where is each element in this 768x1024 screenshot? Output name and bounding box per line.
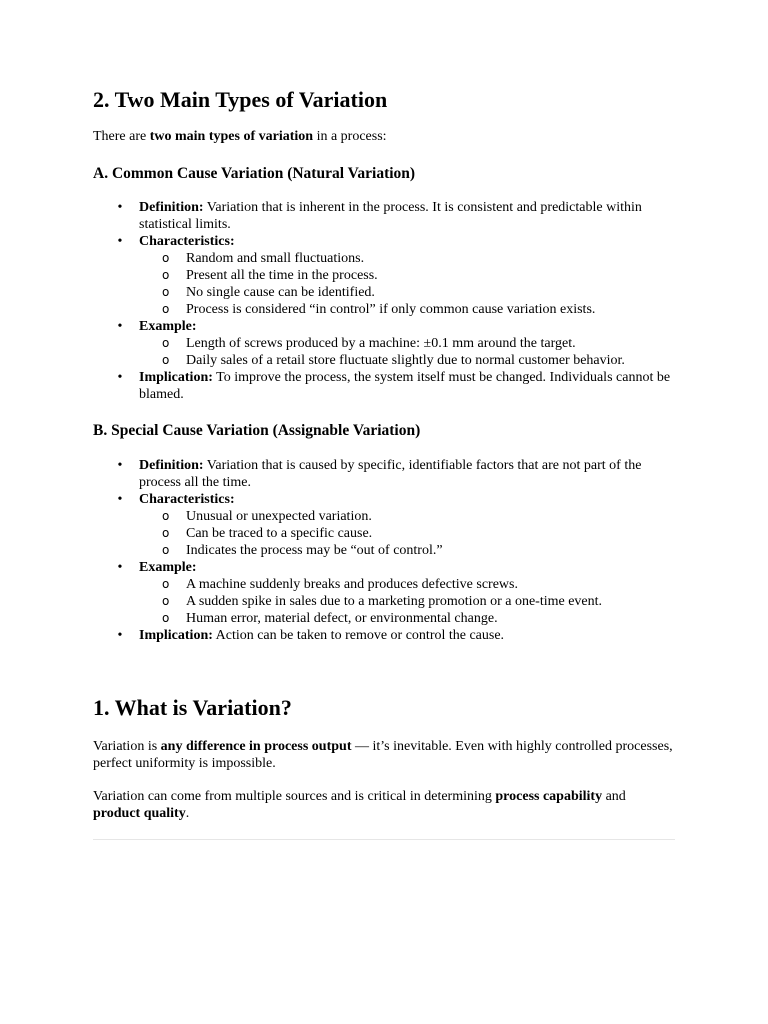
- definition-label: Definition:: [139, 200, 204, 215]
- list-item: [117, 318, 675, 369]
- list-item: [117, 491, 675, 559]
- intro-text-pre: There are: [93, 129, 150, 144]
- list-item-text: Present all the time in the process.: [186, 268, 378, 283]
- common-characteristics-list: [139, 250, 675, 318]
- paragraph-bold-text: product quality: [93, 805, 186, 821]
- bullet-disc: •: [117, 200, 123, 215]
- paragraph-bold-text: process capability: [495, 789, 603, 804]
- list-item-text: Human error, material defect, or environmental change.: [186, 611, 498, 626]
- list-item-text: No single cause can be identified.: [186, 285, 375, 300]
- implication-label: Implication:: [139, 628, 213, 643]
- list-item-text: Daily sales of a retail store fluctuate slightly due to normal customer behavior.: [186, 353, 625, 368]
- list-item: [162, 267, 675, 284]
- bullet-circle: o: [162, 594, 170, 608]
- list-item: [117, 457, 675, 491]
- intro-text-post: in a process:: [313, 129, 387, 144]
- bullet-disc: •: [117, 458, 123, 473]
- bullet-disc: •: [117, 319, 123, 334]
- bullet-circle: o: [162, 302, 170, 316]
- list-item: [162, 593, 675, 610]
- list-item: [162, 525, 675, 542]
- bullet-disc: •: [117, 370, 123, 385]
- paragraph-text: — it’s inevitable. Even with highly controlled processes, perfect uniformity is impossible.: [93, 739, 673, 771]
- bullet-circle: o: [162, 268, 170, 282]
- implication-text: Action can be taken to remove or control the cause.: [212, 628, 505, 643]
- list-item: [162, 352, 675, 369]
- list-item: [162, 335, 675, 352]
- section-2-heading: 2. Two Main Types of Variation: [93, 87, 388, 112]
- paragraph-text: Variation is: [93, 739, 161, 754]
- example-label: Example:: [139, 319, 197, 334]
- list-item: [162, 508, 675, 525]
- bullet-circle: o: [162, 577, 170, 591]
- special-characteristics-list: [139, 508, 675, 559]
- bullet-circle: o: [162, 285, 170, 299]
- bullet-disc: •: [117, 560, 123, 575]
- bullet-circle: o: [162, 251, 170, 265]
- definition-text: Variation that is inherent in the process. It is consistent and predictable within statistical limits.: [139, 200, 642, 232]
- bullet-circle: o: [162, 353, 170, 367]
- definition-label: Definition:: [139, 458, 204, 473]
- special-cause-list: [93, 457, 675, 644]
- common-cause-list: [93, 199, 675, 403]
- common-cause-heading: A. Common Cause Variation (Natural Variation): [93, 165, 416, 182]
- list-item: [162, 301, 675, 318]
- common-examples-list: [139, 335, 675, 369]
- list-item: [162, 576, 675, 593]
- list-item: [117, 627, 675, 644]
- special-cause-heading: B. Special Cause Variation (Assignable Variation): [93, 422, 421, 439]
- bullet-disc: •: [117, 492, 123, 507]
- bullet-circle: o: [162, 611, 170, 625]
- paragraph-text: and: [602, 789, 626, 804]
- intro-text-bold: two main types of variation: [149, 129, 314, 144]
- list-item: [117, 559, 675, 627]
- bullet-circle: o: [162, 526, 170, 540]
- list-item-text: Unusual or unexpected variation.: [186, 509, 372, 524]
- list-item-text: Can be traced to a specific cause.: [186, 526, 373, 541]
- characteristics-label: Characteristics:: [139, 234, 235, 249]
- paragraph-bold-text: any difference in process output: [160, 739, 352, 754]
- bullet-disc: •: [117, 234, 123, 249]
- section-1-paragraph-2: [93, 789, 675, 822]
- implication-label: Implication:: [139, 370, 213, 385]
- list-item: [117, 233, 675, 318]
- list-item-text: Length of screws produced by a machine: ±0.1 mm around the target.: [186, 336, 576, 351]
- bullet-disc: •: [117, 628, 123, 643]
- horizontal-divider: [93, 839, 675, 840]
- list-item: [162, 542, 675, 559]
- section-1-heading: 1. What is Variation?: [93, 695, 292, 720]
- list-item-text: Random and small fluctuations.: [186, 251, 365, 266]
- list-item-text: Process is considered “in control” if only common cause variation exists.: [186, 302, 596, 317]
- special-examples-list: [139, 576, 675, 627]
- list-item-text: A sudden spike in sales due to a marketing promotion or a one-time event.: [186, 594, 603, 609]
- bullet-circle: o: [162, 509, 170, 523]
- bullet-circle: o: [162, 336, 170, 350]
- definition-text: Variation that is caused by specific, identifiable factors that are not part of the process all the time.: [139, 458, 642, 490]
- paragraph-text: .: [185, 805, 190, 821]
- bullet-circle: o: [162, 543, 170, 557]
- list-item: [117, 369, 675, 403]
- list-item: [162, 284, 675, 301]
- implication-text: To improve the process, the system itself must be changed. Individuals cannot be blamed.: [139, 370, 671, 402]
- example-label: Example:: [139, 560, 197, 575]
- section-1-paragraph-1: [93, 739, 675, 772]
- paragraph-text: Variation can come from multiple sources and is critical in determining: [93, 789, 496, 804]
- characteristics-label: Characteristics:: [139, 492, 235, 507]
- list-item: [162, 250, 675, 267]
- section-2-intro: [93, 129, 675, 146]
- list-item-text: Indicates the process may be “out of control.”: [186, 543, 443, 558]
- list-item-text: A machine suddenly breaks and produces defective screws.: [186, 577, 518, 592]
- list-item: [117, 199, 675, 233]
- list-item: [162, 610, 675, 627]
